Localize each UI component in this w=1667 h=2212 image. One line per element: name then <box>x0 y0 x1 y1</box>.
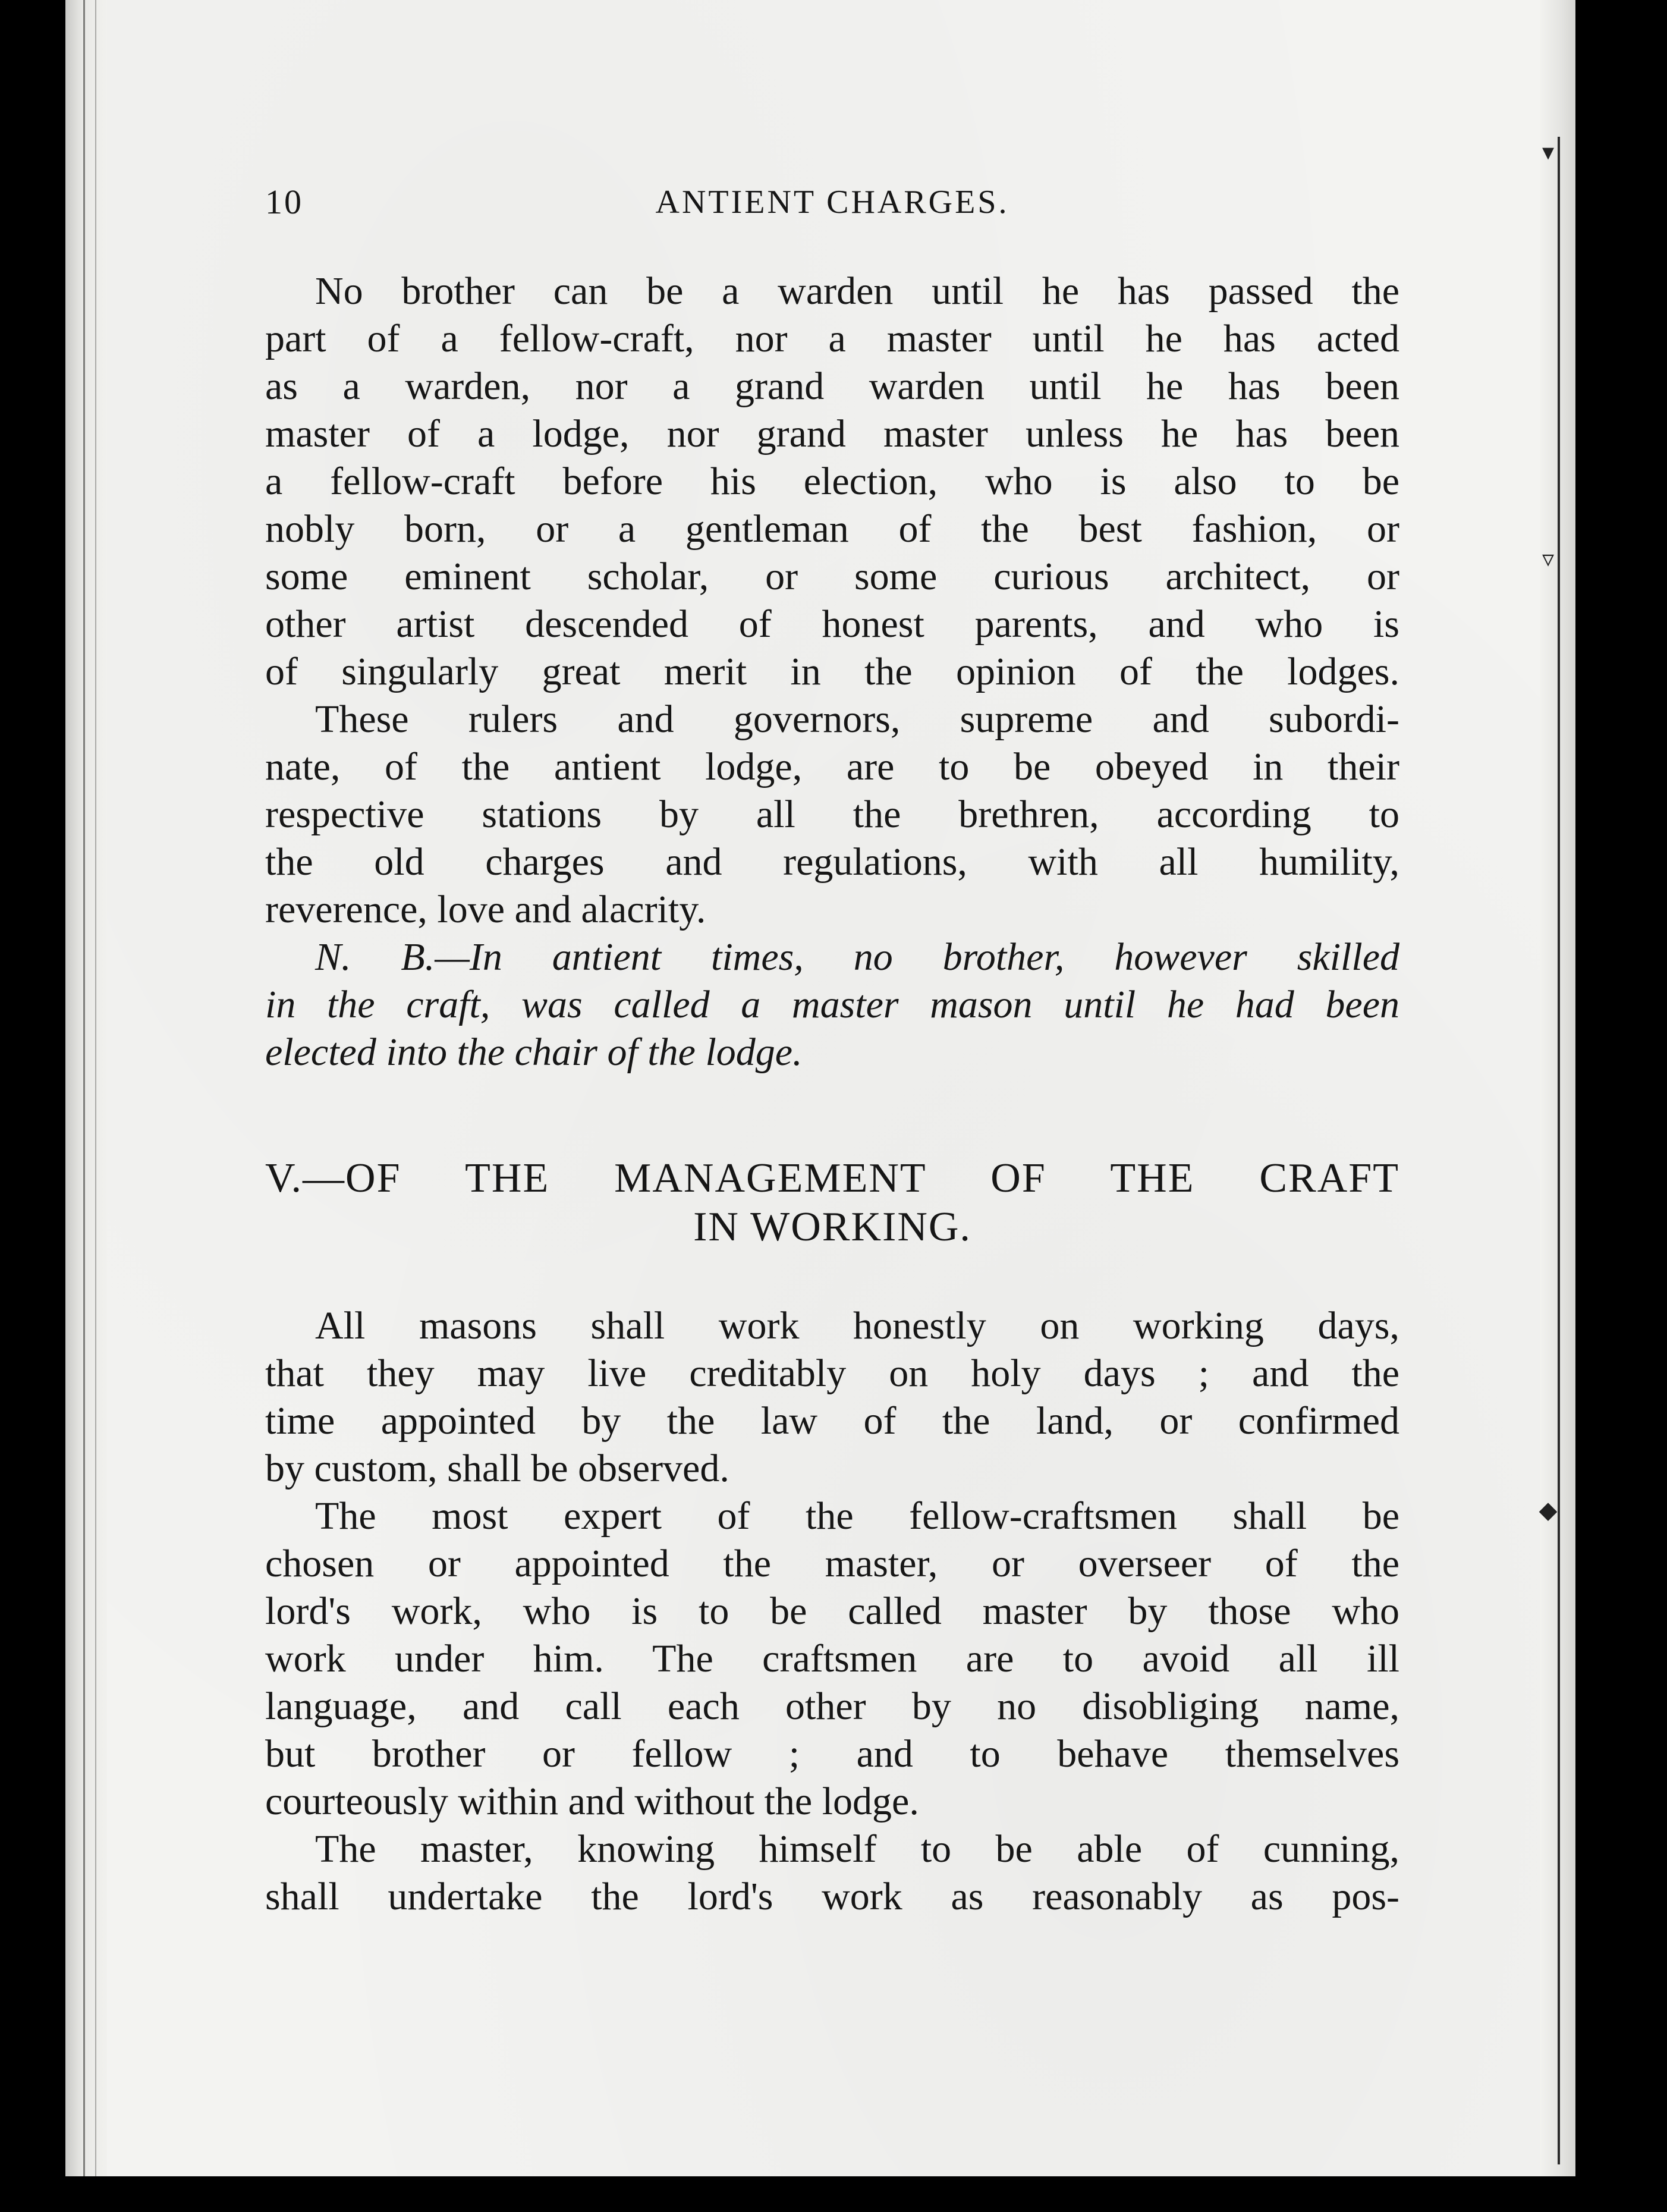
body-text-line: part of a fellow-craft, nor a master until he has acted <box>265 317 1399 360</box>
body-text-line: work under him. The craftsmen are to avoid all ill <box>265 1637 1399 1680</box>
body-text-line: shall undertake the lord's work as reasonably as pos- <box>265 1875 1399 1918</box>
binding-stitch-mark: ▾ <box>1542 139 1555 166</box>
body-text-line: the old charges and regulations, with all humility, <box>265 840 1399 884</box>
body-text-line: by custom, shall be observed. <box>265 1447 729 1490</box>
binding-edge-line <box>83 0 85 2176</box>
body-text-line: some eminent scholar, or some curious architect, or <box>265 555 1399 598</box>
note-text-line: N. B.—In antient times, no brother, however skilled <box>315 935 1399 979</box>
body-text-line: chosen or appointed the master, or overseer of the <box>265 1542 1399 1585</box>
body-text-line: The most expert of the fellow-craftsmen shall be <box>315 1494 1399 1538</box>
body-text-line: as a warden, nor a grand warden until he has been <box>265 365 1399 408</box>
note-text-line: elected into the chair of the lodge. <box>265 1030 803 1074</box>
body-text-line: master of a lodge, nor grand master unless he has been <box>265 412 1399 455</box>
body-text-line: lord's work, who is to be called master by those who <box>265 1589 1399 1633</box>
body-text-line: The master, knowing himself to be able of cunning, <box>315 1827 1399 1871</box>
body-text-line: No brother can be a warden until he has passed the <box>315 269 1399 313</box>
page-edge-rule <box>1558 137 1560 2164</box>
body-text-line: a fellow-craft before his election, who is also to be <box>265 460 1399 503</box>
section-heading-continued: IN WORKING. <box>693 1204 971 1250</box>
scan-border <box>0 2176 1667 2212</box>
body-text-line: nobly born, or a gentleman of the best fashion, or <box>265 507 1399 551</box>
body-text-line: that they may live creditably on holy days ; and the <box>265 1352 1399 1395</box>
running-head <box>265 178 1399 226</box>
binding-edge-line <box>95 0 96 2176</box>
section-heading: V.—OF THE MANAGEMENT OF THE CRAFT <box>265 1155 1399 1201</box>
body-text-line: reverence, love and alacrity. <box>265 888 706 931</box>
body-text-line: time appointed by the law of the land, or confirmed <box>265 1399 1399 1443</box>
body-text-line: nate, of the antient lodge, are to be obeyed in their <box>265 745 1399 788</box>
binding-stitch-mark: ▿ <box>1542 545 1555 573</box>
body-text-line: but brother or fellow ; and to behave themselves <box>265 1732 1399 1776</box>
page-number: 10 <box>265 183 303 221</box>
binding-fold <box>65 0 107 2176</box>
body-text-line: These rulers and governors, supreme and subordi- <box>315 697 1399 741</box>
binding-stitch-mark: ◆ <box>1539 1497 1558 1524</box>
body-text-line: All masons shall work honestly on working days, <box>315 1304 1399 1347</box>
body-text-line: respective stations by all the brethren, according to <box>265 793 1399 836</box>
body-text-line: other artist descended of honest parents, and who is <box>265 602 1399 646</box>
body-text-line: of singularly great merit in the opinion of the lodges. <box>265 650 1399 693</box>
note-text-line: in the craft, was called a master mason until he had been <box>265 983 1399 1026</box>
body-text-line: language, and call each other by no disobliging name, <box>265 1685 1399 1728</box>
body-text-line: courteously within and without the lodge. <box>265 1780 919 1823</box>
running-title: ANTIENT CHARGES. <box>655 184 1009 221</box>
